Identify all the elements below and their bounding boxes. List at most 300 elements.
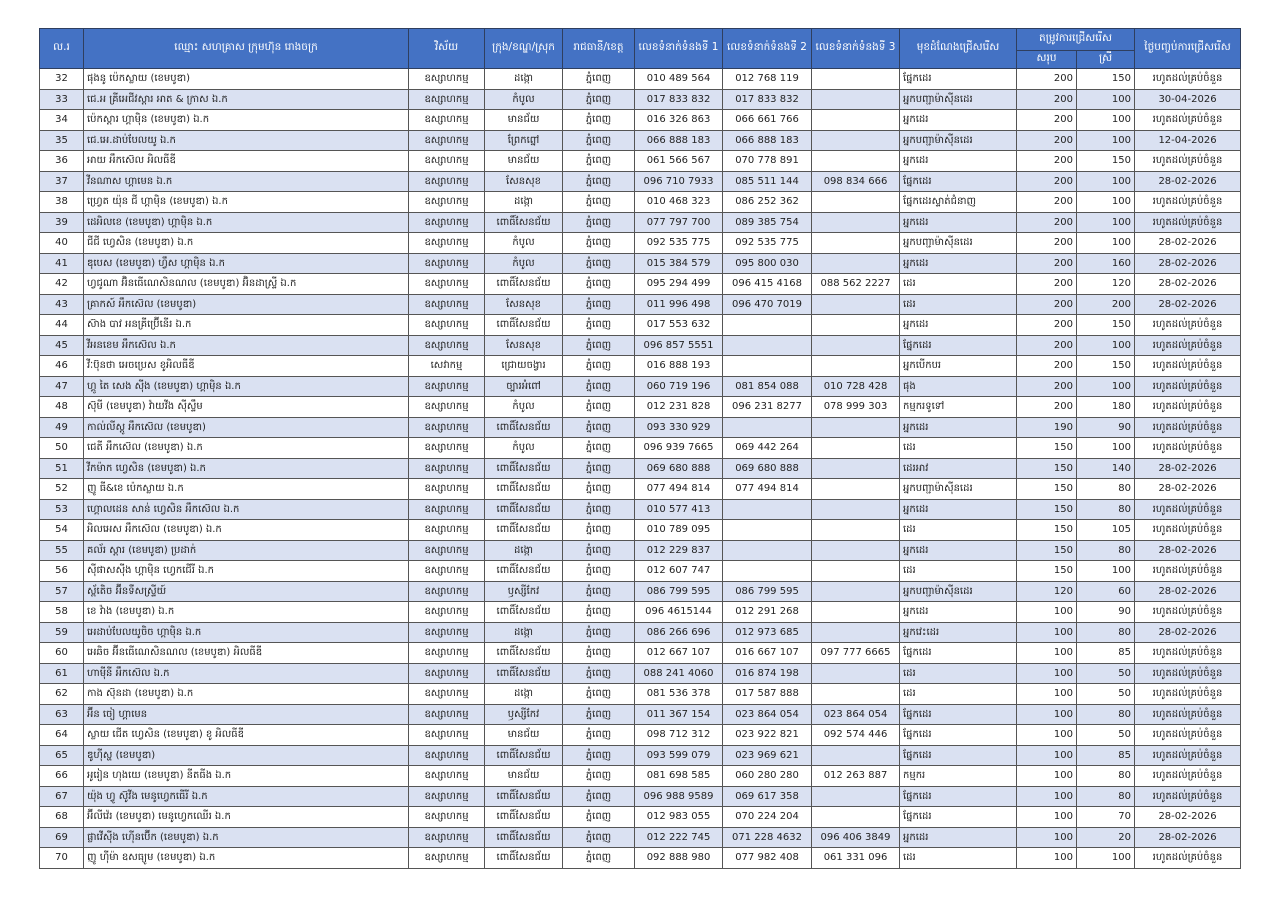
tel1: 010 468 323 [635, 192, 723, 213]
district: ពោធិ៍សែនជ័យ [485, 745, 563, 766]
sector: ឧស្សាហកម្ម [409, 315, 485, 336]
header-sector: វិស័យ [409, 29, 485, 69]
table-row [40, 520, 1241, 541]
tel1: 010 789 095 [635, 520, 723, 541]
sector: ឧស្សាហកម្ម [409, 294, 485, 315]
district: ពោធិ៍សែនជ័យ [485, 520, 563, 541]
tel1: 077 494 814 [635, 479, 723, 500]
female-demand: 100 [1077, 561, 1135, 582]
company-name: ផ្លាវើស៊ីង ហ៊ើនប៊ើក (ខេមបូឌា) ឯ.ក [84, 827, 409, 848]
deadline: 28-02-2026 [1135, 622, 1241, 643]
tel3 [812, 438, 900, 459]
province: ភ្នំពេញ [563, 622, 635, 643]
female-demand: 100 [1077, 376, 1135, 397]
female-demand: 80 [1077, 786, 1135, 807]
job-position: អ្នកដេរ [900, 499, 1017, 520]
company-name: ហ្គូ តៃ សេង ស៊ីង (ខេមបូឌា) ហ្គាម៉ិន ឯ.ក [84, 376, 409, 397]
sector: ឧស្សាហកម្ម [409, 827, 485, 848]
total-demand: 200 [1017, 335, 1077, 356]
total-demand: 200 [1017, 89, 1077, 110]
row-number: 47 [40, 376, 84, 397]
tel2: 023 969 621 [723, 745, 812, 766]
province: ភ្នំពេញ [563, 253, 635, 274]
female-demand: 80 [1077, 540, 1135, 561]
province: ភ្នំពេញ [563, 704, 635, 725]
total-demand: 150 [1017, 479, 1077, 500]
deadline: 28-02-2026 [1135, 807, 1241, 828]
row-number: 37 [40, 171, 84, 192]
total-demand: 100 [1017, 848, 1077, 869]
job-position: អ្នកដេរ [900, 212, 1017, 233]
total-demand: 200 [1017, 397, 1077, 418]
table-row [40, 212, 1241, 233]
job-position: អ្នកបើកបរ [900, 356, 1017, 377]
total-demand: 100 [1017, 745, 1077, 766]
sector: ឧស្សាហកម្ម [409, 745, 485, 766]
table-row [40, 233, 1241, 254]
table-row [40, 581, 1241, 602]
total-demand: 100 [1017, 786, 1077, 807]
job-position: ដេរ [900, 520, 1017, 541]
tel1: 012 229 837 [635, 540, 723, 561]
sector: ឧស្សាហកម្ម [409, 89, 485, 110]
job-position: ផុង [900, 376, 1017, 397]
tel2: 070 224 204 [723, 807, 812, 828]
table-row [40, 89, 1241, 110]
tel3 [812, 499, 900, 520]
deadline: 28-02-2026 [1135, 479, 1241, 500]
tel1: 096 939 7665 [635, 438, 723, 459]
tel2: 060 280 280 [723, 766, 812, 787]
deadline: 28-02-2026 [1135, 540, 1241, 561]
job-position: អ្នកដេរ [900, 417, 1017, 438]
tel2: 081 854 088 [723, 376, 812, 397]
row-number: 58 [40, 602, 84, 623]
table-row [40, 499, 1241, 520]
sector: ឧស្សាហកម្ម [409, 786, 485, 807]
tel1: 096 710 7933 [635, 171, 723, 192]
tel1: 016 326 863 [635, 110, 723, 131]
female-demand: 180 [1077, 397, 1135, 418]
district: កំបូល [485, 397, 563, 418]
deadline: រហូតដល់គ្រប់ចំនួន [1135, 438, 1241, 459]
deadline: រហូតដល់គ្រប់ចំនួន [1135, 704, 1241, 725]
district: ពោធិ៍សែនជ័យ [485, 663, 563, 684]
sector: ឧស្សាហកម្ម [409, 807, 485, 828]
sector: ឧស្សាហកម្ម [409, 643, 485, 664]
row-number: 49 [40, 417, 84, 438]
province: ភ្នំពេញ [563, 827, 635, 848]
tel3 [812, 151, 900, 172]
tel2: 012 973 685 [723, 622, 812, 643]
tel3: 098 834 666 [812, 171, 900, 192]
tel2: 023 922 821 [723, 725, 812, 746]
job-position: ផ្នែកដេរ [900, 69, 1017, 90]
district: ដង្កោ [485, 684, 563, 705]
deadline: 28-02-2026 [1135, 294, 1241, 315]
deadline: 30-04-2026 [1135, 89, 1241, 110]
header-district: ក្រុង/ខណ្ឌ/ស្រុក [485, 29, 563, 69]
table-row [40, 356, 1241, 377]
total-demand: 120 [1017, 581, 1077, 602]
sector: ឧស្សាហកម្ម [409, 171, 485, 192]
table-row [40, 561, 1241, 582]
job-position: អ្នកដេរ [900, 602, 1017, 623]
tel3 [812, 294, 900, 315]
company-name: វីៈប៊ុនថា អេចប្រេស ខូអិលធីឌី [84, 356, 409, 377]
header-province: រាជធានី/ខេត្ត [563, 29, 635, 69]
tel3 [812, 786, 900, 807]
company-name: ស៊ុមី (ខេមបូឌា) វ៉ាយវីង ស៊ីស្ទឹម [84, 397, 409, 418]
company-name: អេដាប់បែលយូចិច ហ្គាម៉ិន ឯ.ក [84, 622, 409, 643]
table-row [40, 725, 1241, 746]
job-position: ផ្នែកដេរ [900, 725, 1017, 746]
sector: ឧស្សាហកម្ម [409, 581, 485, 602]
table-row [40, 274, 1241, 295]
district: ពោធិ៍សែនជ័យ [485, 315, 563, 336]
job-position: ផ្នែកដេរ [900, 786, 1017, 807]
total-demand: 190 [1017, 417, 1077, 438]
total-demand: 100 [1017, 622, 1077, 643]
tel3: 010 728 428 [812, 376, 900, 397]
job-position: ផ្នែកដេរ [900, 335, 1017, 356]
job-recruitment-table [39, 28, 1241, 869]
table-row [40, 745, 1241, 766]
tel3 [812, 233, 900, 254]
job-position: កម្មករ [900, 766, 1017, 787]
district: ពោធិ៍សែនជ័យ [485, 807, 563, 828]
sector: ឧស្សាហកម្ម [409, 274, 485, 295]
district: មានជ័យ [485, 725, 563, 746]
row-number: 70 [40, 848, 84, 869]
company-name: ស្ព័តេិច អ៊ីនទឺសស្ទ្រីយ៍ [84, 581, 409, 602]
tel2: 069 442 264 [723, 438, 812, 459]
tel2: 092 535 775 [723, 233, 812, 254]
tel1: 012 607 747 [635, 561, 723, 582]
district: ពោធិ៍សែនជ័យ [485, 417, 563, 438]
tel1: 066 888 183 [635, 130, 723, 151]
company-name: អ៊ីលីវ៉េរ (ខេមបូឌា) មេនូហ្វេកឈើរ ឯ.ក [84, 807, 409, 828]
female-demand: 85 [1077, 745, 1135, 766]
row-number: 57 [40, 581, 84, 602]
sector: ឧស្សាហកម្ម [409, 253, 485, 274]
district: សែនសុខ [485, 171, 563, 192]
job-position: ដេរ [900, 561, 1017, 582]
tel2: 096 470 7019 [723, 294, 812, 315]
total-demand: 150 [1017, 499, 1077, 520]
sector: ឧស្សាហកម្ម [409, 561, 485, 582]
table-row [40, 643, 1241, 664]
total-demand: 200 [1017, 151, 1077, 172]
job-position: អ្នកបញ្ជាម៉ាស៊ីនដេរ [900, 581, 1017, 602]
total-demand: 200 [1017, 171, 1077, 192]
tel2: 016 667 107 [723, 643, 812, 664]
province: ភ្នំពេញ [563, 479, 635, 500]
tel1: 012 231 828 [635, 397, 723, 418]
row-number: 48 [40, 397, 84, 418]
header-tel2: លេខទំនាក់ទំនងទី 2 [723, 29, 812, 69]
province: ភ្នំពេញ [563, 315, 635, 336]
row-number: 42 [40, 274, 84, 295]
table-row [40, 622, 1241, 643]
female-demand: 90 [1077, 602, 1135, 623]
province: ភ្នំពេញ [563, 192, 635, 213]
deadline: រហូតដល់គ្រប់ចំនួន [1135, 69, 1241, 90]
deadline: រហូតដល់គ្រប់ចំនួន [1135, 335, 1241, 356]
company-name: គល័រ ស្តារ (ខេមបូឌា) ប្រដាក់ [84, 540, 409, 561]
tel2: 089 385 754 [723, 212, 812, 233]
tel3 [812, 540, 900, 561]
deadline: 28-02-2026 [1135, 274, 1241, 295]
deadline: 28-02-2026 [1135, 233, 1241, 254]
job-position: អ្នកដេរ [900, 110, 1017, 131]
total-demand: 200 [1017, 69, 1077, 90]
tel2: 066 661 766 [723, 110, 812, 131]
company-name: អាយ អឹកស៊េល អិលធីឌី [84, 151, 409, 172]
row-number: 65 [40, 745, 84, 766]
sector: ឧស្សាហកម្ម [409, 602, 485, 623]
job-position: ផ្នែកដេរ [900, 807, 1017, 828]
sector: ឧស្សាហកម្ម [409, 479, 485, 500]
table-row [40, 397, 1241, 418]
company-name: ហ្គោលដេន សាន់ ហ្វេសិន អឹកស៊េល ឯ.ក [84, 499, 409, 520]
total-demand: 150 [1017, 438, 1077, 459]
tel2: 017 587 888 [723, 684, 812, 705]
row-number: 68 [40, 807, 84, 828]
job-position: ដេរ [900, 294, 1017, 315]
district: ច្បារអំពៅ [485, 376, 563, 397]
tel2: 096 415 4168 [723, 274, 812, 295]
tel2: 066 888 183 [723, 130, 812, 151]
company-name: ស្លាយ ជើត ហ្វេសិន (ខេមបូឌា) ខូ អិលធីឌី [84, 725, 409, 746]
total-demand: 200 [1017, 192, 1077, 213]
female-demand: 80 [1077, 479, 1135, 500]
company-name: អេឆិច អ៊ីនធើណេសិនណល (ខេមបូឌា) អិលធីឌី [84, 643, 409, 664]
table-row [40, 69, 1241, 90]
tel3: 097 777 6665 [812, 643, 900, 664]
deadline: រហូតដល់គ្រប់ចំនួន [1135, 848, 1241, 869]
sector: ឧស្សាហកម្ម [409, 151, 485, 172]
tel2 [723, 561, 812, 582]
deadline: រហូតដល់គ្រប់ចំនួន [1135, 356, 1241, 377]
female-demand: 150 [1077, 151, 1135, 172]
job-position: ផ្នែកដេរស្ទាត់ជំនាញ [900, 192, 1017, 213]
row-number: 54 [40, 520, 84, 541]
province: ភ្នំពេញ [563, 69, 635, 90]
job-position: អ្នកដេរ [900, 151, 1017, 172]
tel1: 016 888 193 [635, 356, 723, 377]
tel3 [812, 458, 900, 479]
female-demand: 80 [1077, 704, 1135, 725]
total-demand: 200 [1017, 315, 1077, 336]
province: ភ្នំពេញ [563, 643, 635, 664]
row-number: 44 [40, 315, 84, 336]
province: ភ្នំពេញ [563, 581, 635, 602]
tel3: 012 263 887 [812, 766, 900, 787]
company-name: ហ្វ្រេត យ៉ុន ជី ហ្គាម៉ិន (ខេមបូឌា) ឯ.ក [84, 192, 409, 213]
row-number: 50 [40, 438, 84, 459]
female-demand: 70 [1077, 807, 1135, 828]
table-row [40, 315, 1241, 336]
total-demand: 200 [1017, 294, 1077, 315]
tel1: 060 719 196 [635, 376, 723, 397]
tel3: 023 864 054 [812, 704, 900, 725]
table-row [40, 417, 1241, 438]
job-position: ដេរ [900, 663, 1017, 684]
row-number: 55 [40, 540, 84, 561]
deadline: រហូតដល់គ្រប់ចំនួន [1135, 520, 1241, 541]
district: កំបូល [485, 89, 563, 110]
job-position: អ្នកដេរ [900, 253, 1017, 274]
total-demand: 200 [1017, 233, 1077, 254]
female-demand: 100 [1077, 848, 1135, 869]
tel1: 086 266 696 [635, 622, 723, 643]
tel3 [812, 253, 900, 274]
tel2: 095 800 030 [723, 253, 812, 274]
row-number: 36 [40, 151, 84, 172]
district: ពោធិ៍សែនជ័យ [485, 786, 563, 807]
tel2 [723, 417, 812, 438]
total-demand: 200 [1017, 376, 1077, 397]
job-position: ផ្នែកដេរ [900, 643, 1017, 664]
tel3: 078 999 303 [812, 397, 900, 418]
tel3 [812, 622, 900, 643]
header-demand: តម្រូវការជ្រើសរើស [1017, 29, 1135, 51]
job-position: អ្នកបញ្ជាម៉ាស៊ីនដេរ [900, 233, 1017, 254]
tel1: 011 367 154 [635, 704, 723, 725]
province: ភ្នំពេញ [563, 294, 635, 315]
table-row [40, 684, 1241, 705]
province: ភ្នំពេញ [563, 376, 635, 397]
province: ភ្នំពេញ [563, 233, 635, 254]
sector: ឧស្សាហកម្ម [409, 110, 485, 131]
female-demand: 100 [1077, 171, 1135, 192]
total-demand: 100 [1017, 725, 1077, 746]
tel2: 077 494 814 [723, 479, 812, 500]
header-no: ល.រ [40, 29, 84, 69]
deadline: រហូតដល់គ្រប់ចំនួន [1135, 212, 1241, 233]
deadline: រហូតដល់គ្រប់ចំនួន [1135, 110, 1241, 131]
table-row [40, 335, 1241, 356]
district: ពោធិ៍សែនជ័យ [485, 848, 563, 869]
sector: ឧស្សាហកម្ម [409, 622, 485, 643]
job-position: ដេរអាវ [900, 458, 1017, 479]
tel2: 071 228 4632 [723, 827, 812, 848]
tel3 [812, 335, 900, 356]
tel3 [812, 602, 900, 623]
row-number: 51 [40, 458, 84, 479]
total-demand: 100 [1017, 643, 1077, 664]
deadline: រហូតដល់គ្រប់ចំនួន [1135, 602, 1241, 623]
district: មានជ័យ [485, 110, 563, 131]
district: ព្រែកព្នៅ [485, 130, 563, 151]
header-total: សរុប [1017, 51, 1077, 69]
row-number: 35 [40, 130, 84, 151]
deadline: រហូតដល់គ្រប់ចំនួន [1135, 417, 1241, 438]
province: ភ្នំពេញ [563, 110, 635, 131]
female-demand: 100 [1077, 212, 1135, 233]
tel1: 081 536 378 [635, 684, 723, 705]
row-number: 67 [40, 786, 84, 807]
header-tel1: លេខទំនាក់ទំនងទី 1 [635, 29, 723, 69]
tel1: 092 888 980 [635, 848, 723, 869]
female-demand: 150 [1077, 69, 1135, 90]
sector: ឧស្សាហកម្ម [409, 192, 485, 213]
tel3 [812, 479, 900, 500]
sector: ឧស្សាហកម្ម [409, 848, 485, 869]
table-row [40, 458, 1241, 479]
tel1: 098 712 312 [635, 725, 723, 746]
tel3 [812, 417, 900, 438]
row-number: 69 [40, 827, 84, 848]
district: ពោធិ៍សែនជ័យ [485, 499, 563, 520]
district: កំបូល [485, 253, 563, 274]
sector: ឧស្សាហកម្ម [409, 335, 485, 356]
deadline: រហូតដល់គ្រប់ចំនួន [1135, 561, 1241, 582]
total-demand: 200 [1017, 356, 1077, 377]
tel3 [812, 315, 900, 336]
province: ភ្នំពេញ [563, 274, 635, 295]
job-position: អ្នកដេរ [900, 827, 1017, 848]
district: ពោធិ៍សែនជ័យ [485, 561, 563, 582]
tel1: 077 797 700 [635, 212, 723, 233]
row-number: 62 [40, 684, 84, 705]
tel3 [812, 69, 900, 90]
row-number: 53 [40, 499, 84, 520]
company-name: គ្រាកស៍ អឹកស៊េល (ខេមបូឌា) [84, 294, 409, 315]
company-name: ឌុបេស (ខេមបូឌា) ហ្វឹស ហ្គាម៉ិន ឯ.ក [84, 253, 409, 274]
company-name: ស៊ាង បាវ អនគ្រីប្រ៊ើនើរ ឯ.ក [84, 315, 409, 336]
deadline: រហូតដល់គ្រប់ចំនួន [1135, 643, 1241, 664]
total-demand: 100 [1017, 766, 1077, 787]
tel1: 093 599 079 [635, 745, 723, 766]
company-name: ជេ.អ គ្រីអេជីវស្តារ អាត & ក្រាស ឯ.ក [84, 89, 409, 110]
company-name: ហ្វជូណា អ៊ិនធើណេសិនណល (ខេមបូឌា) អ៊ិនដាស្ទ្រី ឯ.ក [84, 274, 409, 295]
job-position: អ្នកបញ្ជាម៉ាស៊ីនដេរ [900, 89, 1017, 110]
tel3 [812, 684, 900, 705]
row-number: 38 [40, 192, 84, 213]
sector: ឧស្សាហកម្ម [409, 704, 485, 725]
row-number: 52 [40, 479, 84, 500]
deadline: 28-02-2026 [1135, 171, 1241, 192]
tel3: 088 562 2227 [812, 274, 900, 295]
district: ដង្កោ [485, 69, 563, 90]
tel3 [812, 520, 900, 541]
tel3 [812, 561, 900, 582]
district: ពោធិ៍សែនជ័យ [485, 643, 563, 664]
district: ដង្កោ [485, 192, 563, 213]
job-position: អ្នកបញ្ជាម៉ាស៊ីនដេរ [900, 130, 1017, 151]
province: ភ្នំពេញ [563, 786, 635, 807]
district: ឫស្សីកែវ [485, 581, 563, 602]
total-demand: 100 [1017, 704, 1077, 725]
company-name: ដេអិលខេ (ខេមបូឌា) ហ្គាម៉ិន ឯ.ក [84, 212, 409, 233]
table-row [40, 479, 1241, 500]
province: ភ្នំពេញ [563, 151, 635, 172]
row-number: 56 [40, 561, 84, 582]
company-name: អិលអេស អឹកស៊េល (ខេមបូឌា) ឯ.ក [84, 520, 409, 541]
tel3 [812, 89, 900, 110]
deadline: រហូតដល់គ្រប់ចំនួន [1135, 766, 1241, 787]
total-demand: 200 [1017, 274, 1077, 295]
sector: ឧស្សាហកម្ម [409, 663, 485, 684]
province: ភ្នំពេញ [563, 89, 635, 110]
sector: ឧស្សាហកម្ម [409, 540, 485, 561]
province: ភ្នំពេញ [563, 458, 635, 479]
total-demand: 200 [1017, 253, 1077, 274]
company-name: ជីជី ហ្វេសិន (ខេមបូឌា) ឯ.ក [84, 233, 409, 254]
table-row [40, 376, 1241, 397]
